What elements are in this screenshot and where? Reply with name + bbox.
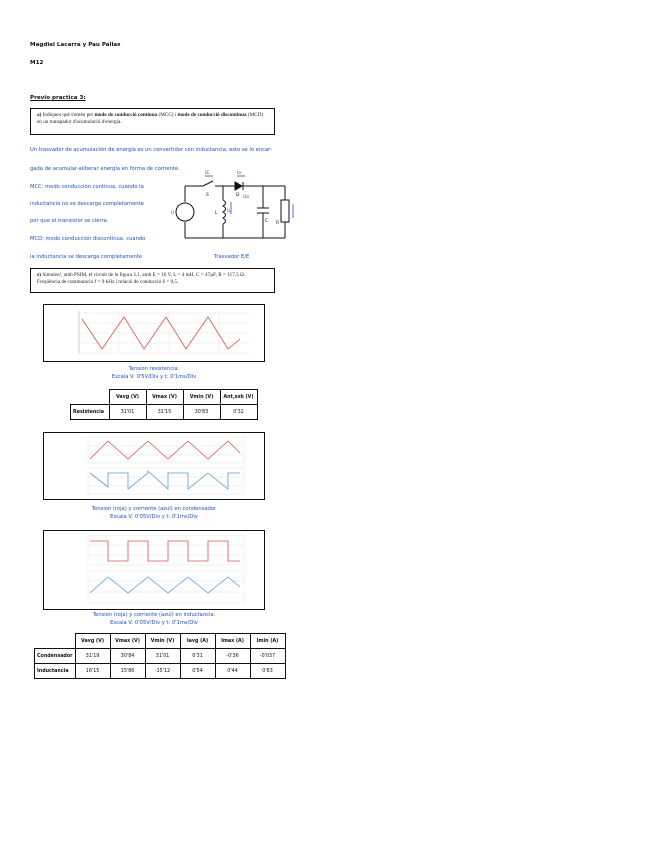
resistance-table — [70, 389, 258, 420]
table-corner — [71, 390, 110, 405]
label-r: R — [276, 221, 280, 226]
figure-3-caption-2: Escala V: 0'05V/Div y t: 0'1ms/Div — [110, 620, 198, 626]
figure-2-caption-2: Escala V: 0'05V/Div y t: 0'1ms/Div — [110, 514, 198, 520]
table-header-cell: Ant,ssb (V) — [220, 390, 257, 405]
figure-3-plot — [44, 531, 263, 608]
table-row — [35, 649, 286, 664]
task-b-letter: e) — [37, 272, 42, 278]
label-il: IL — [227, 209, 231, 214]
figure-1-plot — [44, 305, 263, 360]
table-cell: -0'36 — [215, 649, 250, 664]
table-cell: 0'31 — [180, 649, 215, 664]
table-header-cell: Vmax (V) — [146, 390, 183, 405]
table-header-cell: Iavg (A) — [180, 634, 215, 649]
table-cell: 0'63 — [250, 664, 285, 679]
label-c: C — [265, 219, 269, 224]
task-a-bold-1: mode de conducció continua — [94, 112, 158, 118]
table-cell: 15'86 — [110, 664, 145, 679]
task-a-text-3: (MCD) en un transpador d'acumulació d'energia. — [37, 112, 264, 125]
table-header-cell: Imax (A) — [215, 634, 250, 649]
label-u: U — [171, 211, 175, 216]
label-s: S — [206, 193, 209, 198]
figure-1-panel — [43, 304, 265, 362]
task-a-box — [30, 108, 275, 135]
figure-3-panel — [43, 530, 265, 610]
table-header-cell: Vmin (V) — [145, 634, 180, 649]
figure-2-caption-1: Tension (roja) y corriente (azul) en condensador — [91, 506, 217, 512]
table-header-cell: Vavg (V) — [109, 390, 146, 405]
table-row — [35, 664, 286, 679]
task-a-bold-2: mode de conducció discontinua — [177, 112, 247, 118]
label-io: Io — [237, 171, 242, 176]
task-b-box — [30, 268, 275, 293]
table-cell: 30'84 — [110, 649, 145, 664]
table-cell: -0'037 — [250, 649, 285, 664]
mcd-line-2: la inductancia se descarga completamente — [30, 254, 142, 260]
table-header-row — [35, 634, 286, 649]
table-row-label: Resistencia — [71, 405, 110, 420]
table-cell: 30'83 — [183, 405, 220, 420]
capacitor-inductor-table — [34, 633, 286, 679]
converter-circuit-diagram — [165, 168, 300, 260]
mcc-line-1: MCC: modo conducción continua, cuando la — [30, 184, 144, 190]
table-header-cell: Imin (A) — [250, 634, 285, 649]
task-a-text-1: Indiqueu què s'entén per — [42, 112, 94, 118]
table-cell: 31'19 — [75, 649, 110, 664]
task-a-letter: a) — [37, 112, 42, 118]
table-header-cell: Vmin (V) — [183, 390, 220, 405]
authors: Magdiel Lacarra y Pau Pallas — [30, 42, 121, 48]
task-b-text: Simuleu², amb PSIM, el circuit de la figura 3.1, amb E = 16 V, L = 4 mH, C = 47µF, R = 117,5 Ω. Freqüència de commutació f = 9 kHz i relació de conducció δ = 0,5. — [37, 272, 246, 285]
table-cell: 16'15 — [75, 664, 110, 679]
mcc-line-2: inductancia no se descarga completamente — [30, 201, 144, 207]
figure-3-caption-1: Tension (roja) y corriente (azul) en inductancia. — [92, 612, 216, 618]
table-cell: 31'01 — [109, 405, 146, 420]
table-cell: 0'54 — [180, 664, 215, 679]
table-row — [71, 405, 258, 420]
mcc-line-3: por que el transistor se cierra. — [30, 218, 109, 224]
table-cell: 0'44 — [215, 664, 250, 679]
label-ie: IE — [205, 171, 210, 176]
group-code: M12 — [30, 60, 44, 66]
table-corner — [35, 634, 76, 649]
task-a-text-2: (MCC) i — [158, 112, 177, 118]
figure-1-caption-2: Escala V: 0'5V/Div y t: 0'1ms/Div — [111, 374, 197, 380]
table-cell: 31'15 — [146, 405, 183, 420]
label-l: L — [215, 211, 218, 216]
table-row-label: Inductancia — [35, 664, 76, 679]
table-row-label: Condensador — [35, 649, 76, 664]
table-header-cell: Vmax (V) — [110, 634, 145, 649]
label-uo: Uo — [243, 195, 250, 200]
figure-2-plot — [44, 433, 263, 498]
table-cell: 31'01 — [145, 649, 180, 664]
table-header-row — [71, 390, 258, 405]
figure-2-panel — [43, 432, 265, 500]
section-title: Previo practica 3: — [30, 95, 86, 101]
mcd-line-1: MCD: modo conducción discontinua, cuando — [30, 236, 146, 242]
table-cell: -15'12 — [145, 664, 180, 679]
answer-line-1: Un trasvador de acumulación de energía es un convertidor con inductancia, esto se lo encar- — [30, 147, 272, 153]
answer-line-2: gada de acumular-aliberar energía en forma de corriente. — [30, 166, 180, 172]
table-cell: 0'32 — [220, 405, 257, 420]
table-header-cell: Vavg (V) — [75, 634, 110, 649]
label-d: D — [236, 193, 240, 198]
circuit-caption: Trasvador E/E — [214, 254, 250, 260]
figure-1-caption-1: Tension resistencia. — [128, 366, 180, 372]
